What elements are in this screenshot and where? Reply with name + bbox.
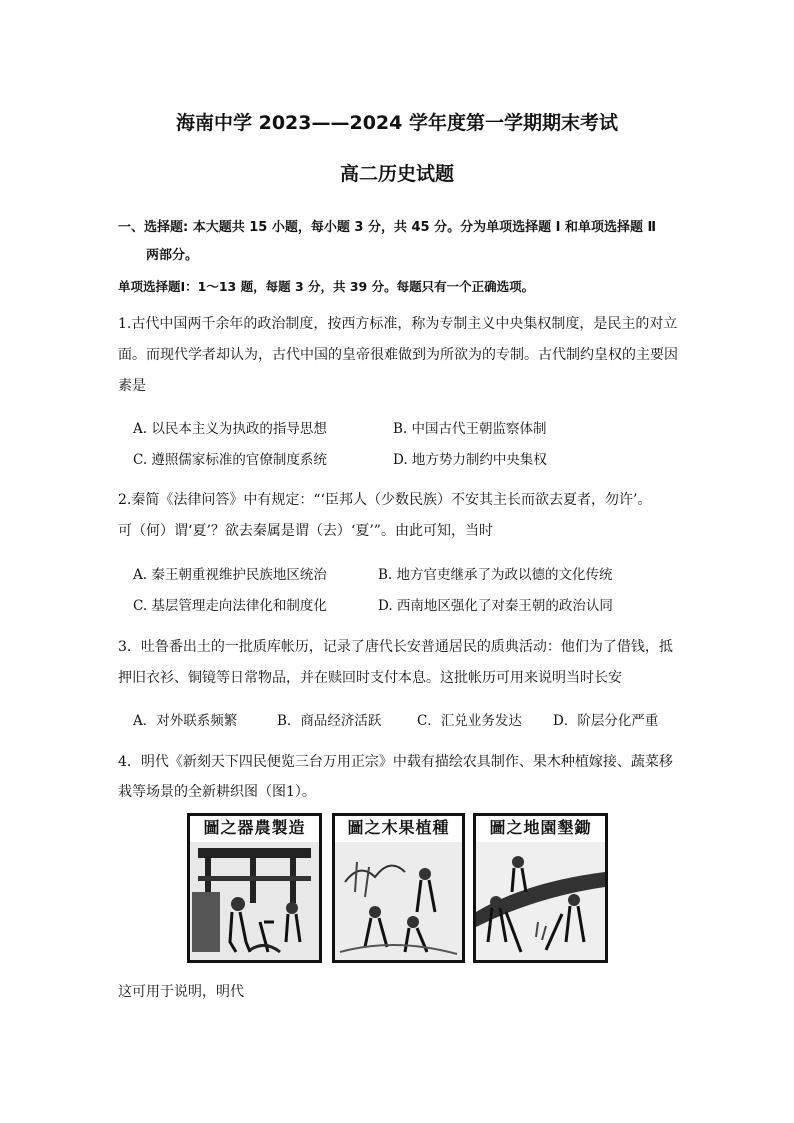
figure-caption: 圖之器農製造 — [190, 816, 319, 844]
woodcut-fruit-grafting-image — [335, 842, 462, 960]
section-heading-line2: 两部分。 — [146, 248, 199, 263]
section-subheading: 单项选择题Ⅰ：1～13 题，每题 3 分，共 39 分。每题只有一个正确选项。 — [118, 279, 535, 294]
exam-subtitle: 高二历史试题 — [339, 163, 454, 185]
option-c[interactable]: C. 遵照儒家标准的官僚制度系统 — [133, 452, 327, 468]
question-line: 可（何）谓‘夏’？欲去秦属是谓（去）‘夏’”。由此可知，当时 — [118, 523, 493, 539]
section-heading-line1: 一、选择题: 本大题共 15 小题，每小题 3 分，共 45 分。分为单项选择题 Ⅰ 和单项选择题 Ⅱ — [118, 220, 657, 235]
option-b[interactable]: B. 地方官吏继承了为政以德的文化传统 — [378, 567, 613, 583]
question-line: 1.古代中国两千余年的政治制度，按西方标准，称为专制主义中央集权制度，是民主的对立 — [118, 316, 678, 332]
question-line: 2.秦简《法律问答》中有规定：“‘臣邦人（少数民族）不安其主长而欲去夏者，勿许’。 — [118, 492, 652, 508]
option-d[interactable]: D. 地方势力制约中央集权 — [393, 452, 547, 468]
option-d[interactable]: D. 西南地区强化了对秦王朝的政治认同 — [378, 598, 613, 614]
option-c[interactable]: C. 基层管理走向法律化和制度化 — [133, 598, 327, 614]
figure-panel-2 — [332, 813, 465, 963]
option-b[interactable]: B．商品经济活跃 — [277, 713, 382, 729]
question-line: 4．明代《新刻天下四民便览三台万用正宗》中载有描绘农具制作、果木种植嫁接、蔬菜移 — [118, 754, 673, 770]
woodcut-garden-hoeing-image — [476, 842, 605, 960]
option-d[interactable]: D．阶层分化严重 — [553, 713, 659, 729]
question-line: 3．吐鲁番出土的一批质库帐历，记录了唐代长安普通居民的质典活动：他们为了借钱，抵 — [118, 639, 673, 655]
option-a[interactable]: A. 秦王朝重视维护民族地区统治 — [133, 567, 327, 583]
option-a[interactable]: A. 以民本主义为执政的指导思想 — [133, 421, 327, 437]
question-line: 押旧衣衫、铜镜等日常物品，并在赎回时支付本息。这批帐历可用来说明当时长安 — [118, 670, 622, 686]
figure-panel-3 — [473, 813, 608, 963]
option-c[interactable]: C．汇兑业务发达 — [417, 713, 522, 729]
question-line: 面。而现代学者却认为，古代中国的皇帝很难做到为所欲为的专制。古代制约皇权的主要因 — [118, 347, 678, 363]
figure-panel-1 — [187, 813, 322, 963]
option-a[interactable]: A．对外联系频繁 — [133, 713, 238, 729]
figure-caption: 圖之木果植種 — [335, 816, 462, 844]
option-b[interactable]: B. 中国古代王朝监察体制 — [393, 421, 547, 437]
exam-title: 海南中学 2023——2024 学年度第一学期期末考试 — [176, 112, 618, 134]
figure-caption: 圖之地園墾鋤 — [476, 816, 605, 844]
question-line: 素是 — [118, 378, 146, 394]
question-line: 栽等场景的全新耕织图（图1）。 — [118, 784, 316, 800]
question-line: 这可用于说明，明代 — [118, 984, 244, 1000]
woodcut-tool-making-image — [190, 842, 319, 960]
